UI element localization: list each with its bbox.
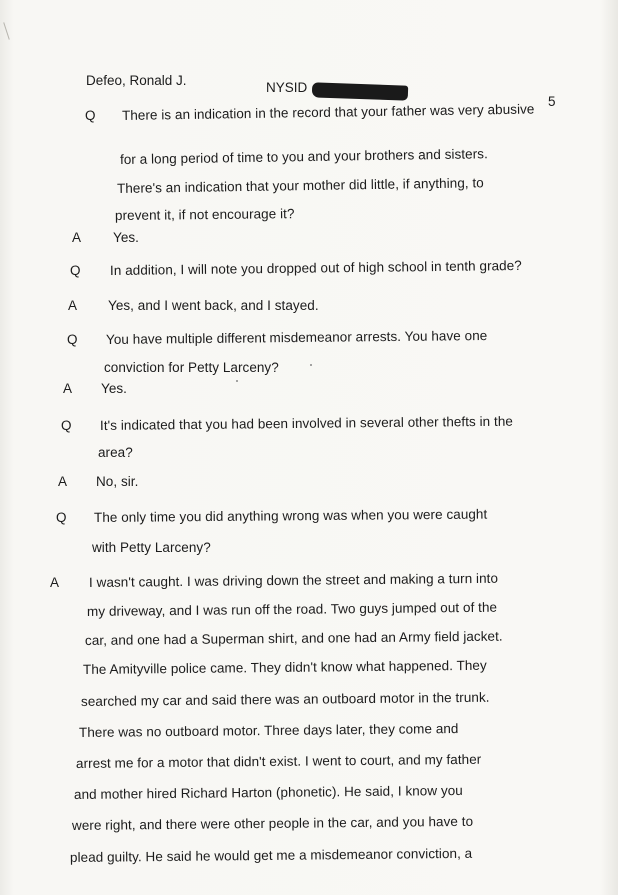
answer-marker: A: [72, 230, 82, 245]
answer-text-line: No, sir.: [96, 474, 139, 489]
answer-marker: A: [68, 298, 78, 313]
question-text-line: It's indicated that you had been involved in several other thefts in the: [99, 413, 513, 433]
answer-marker: A: [63, 381, 73, 396]
question-marker: Q: [61, 418, 72, 433]
scan-edge-mark: [3, 22, 10, 39]
answer-text-line: searched my car and said there was an outboard motor in the trunk.: [80, 689, 490, 709]
answer-text-line: Yes, and I went back, and I stayed.: [108, 298, 319, 313]
answer-text-line: Yes.: [101, 381, 127, 396]
nysid-label: NYSID: [266, 80, 308, 95]
question-text-line: conviction for Petty Larceny?: [104, 360, 279, 375]
answer-text-line: The Amityville police came. They didn't know what happened. They: [82, 657, 487, 677]
question-marker: Q: [67, 332, 78, 347]
scan-speck: [310, 364, 312, 366]
question-marker: Q: [85, 108, 96, 123]
answer-text-line: my driveway, and I was run off the road. Two guys jumped out of the: [86, 599, 498, 619]
question-text-line: You have multiple different misdemeanor arrests. You have one: [105, 328, 488, 347]
defendant-name: Defeo, Ronald J.: [86, 73, 187, 88]
question-text-line: There's an indication that your mother did little, if anything, to: [116, 175, 484, 196]
question-text-line: In addition, I will note you dropped out of high school in tenth grade?: [109, 257, 522, 278]
answer-text-line: I wasn't caught. I was driving down the street and making a turn into: [88, 570, 499, 590]
answer-text-line: arrest me for a motor that didn't exist. I went to court, and my father: [75, 751, 482, 771]
answer-text-line: plead guilty. He said he would get me a misdemeanor conviction, a: [69, 845, 473, 865]
answer-marker: A: [50, 575, 60, 590]
question-marker: Q: [70, 263, 81, 278]
answer-text-line: and mother hired Richard Harton (phonetic). He said, I know you: [73, 782, 463, 802]
answer-text-line: Yes.: [113, 230, 139, 245]
question-text-line: area?: [98, 445, 133, 460]
nysid-redaction: [312, 82, 408, 100]
answer-text-line: car, and one had a Superman shirt, and one had an Army field jacket.: [84, 628, 503, 648]
scan-speck: [236, 380, 238, 382]
answer-marker: A: [58, 474, 68, 489]
page-number: 5: [548, 94, 556, 109]
question-text-line: with Petty Larceny?: [92, 540, 211, 555]
answer-text-line: were right, and there were other people in the car, and you have to: [71, 813, 474, 833]
question-text-line: prevent it, if not encourage it?: [114, 206, 295, 223]
answer-text-line: There was no outboard motor. Three days later, they come and: [78, 721, 459, 740]
question-marker: Q: [56, 510, 67, 525]
question-text-line: There is an indication in the record that your father was very abusive: [121, 101, 535, 123]
question-text-line: for a long period of time to you and your brothers and sisters.: [119, 146, 488, 167]
question-text-line: The only time you did anything wrong was when you were caught: [93, 506, 488, 525]
